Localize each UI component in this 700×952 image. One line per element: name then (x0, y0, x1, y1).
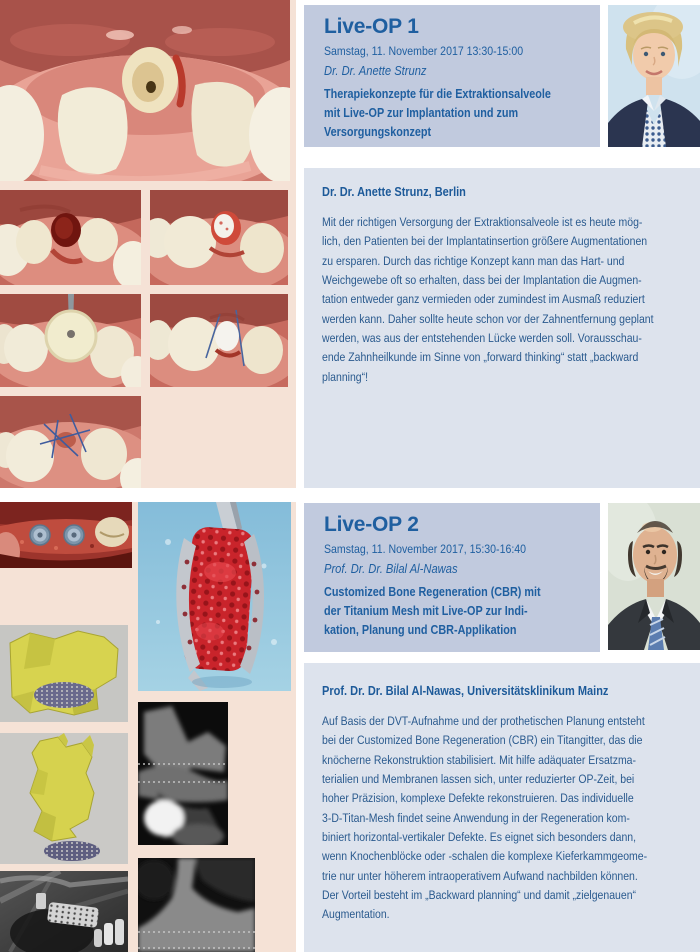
session-2-header-card (304, 503, 600, 652)
abstract-1-heading: Dr. Dr. Anette Strunz, Berlin (322, 184, 466, 199)
session-1-datetime: Samstag, 11. November 2017 13:30-15:00 (324, 44, 524, 58)
session-2-abstract-card (304, 663, 700, 952)
render-3d-jaw-model-mesh (0, 625, 128, 722)
clinical-photo-fractured-tooth (0, 0, 290, 181)
abstract-1-paragraph: Mit der richtigen Versorgung der Extraktionsalveole ist es heute mög- lich, den Patienten bei der Implantatinsertion größere Augmentationen zu ersparen. Durch das richtige Konzept kann man das Hart- und Weichgewebe oft so erhalten, dass bei der Implantation die Augmen- tation entweder ganz vermieden oder zumindest im Ausmaß reduziert werden kann. Daher sollte heute schon vor der Zahnentfernung geplant werden, was aus der entstehenden Lücke werden soll. Vorausschau- ende Zahnheilkunde im Sinne von „forward thinking“ statt „backward planning“! (322, 215, 654, 384)
session-1-title: Live-OP 1 (324, 15, 419, 38)
clinical-photo-membrane-disc (0, 294, 141, 387)
photo-titanium-mesh-graft (138, 502, 291, 691)
render-3d-jaw-model-mesh-2 (0, 733, 128, 864)
session-1-topic: Therapiekonzepte für die Extraktionsalveole mit Live-OP zur Implantation und zum Versorgungskonzept (324, 87, 551, 139)
clinical-photo-empty-socket (0, 190, 141, 285)
clinical-photo-sutured-site (0, 396, 141, 488)
session-2-topic: Customized Bone Regeneration (CBR) mit der Titanium Mesh mit Live-OP zur Indi- kation, Planung und CBR-Applikation (324, 585, 541, 637)
session-2-datetime: Samstag, 11. November 2017, 15:30-16:40 (324, 542, 527, 556)
ct-scan-slice-2 (138, 858, 255, 952)
ct-scan-slice-1 (138, 702, 228, 845)
clinical-photo-socket-graft (150, 190, 288, 285)
xray-panoramic-mesh (0, 871, 128, 952)
portrait-anette-strunz (608, 5, 700, 147)
clinical-photo-graft-sutured (150, 294, 288, 387)
abstract-2-paragraph: Auf Basis der DVT-Aufnahme und der prothetischen Planung entsteht bei der Customized Bone Regeneration (CBR) ein Titangitter, das die knöcherne Rekonstruktion stabilisiert. Mit hilfe adäquater Ersatzma- terialien und Membranen lassen sich, unter reduzierter OP-Zeit, bei hoher Präzision, komplexe Defekte rekonstruieren. Das individuelle 3-D-Titan-Mesh findet seine Anwendung in der Regeneration kom- biniert horizontal-vertikaler Defekte. Es eignet sich besonders dann, wenn Knochenblöcke oder -schalen die komplexe Kieferkammgeome- trie nur unter höherem intraoperativem Aufwand nachbilden können. Der Vorteil besteht im „Backward planning“ und damit „zielgenauen“ Augmentation. (322, 714, 648, 922)
session-1-abstract-card (304, 168, 700, 488)
session-2-title: Live-OP 2 (324, 513, 419, 536)
session-2-speaker: Prof. Dr. Dr. Bilal Al-Nawas (324, 561, 458, 576)
session-1-header-card (304, 5, 600, 147)
clinical-photo-implants (0, 502, 132, 568)
abstract-2-heading: Prof. Dr. Dr. Bilal Al-Nawas, Universitätsklinikum Mainz (322, 683, 609, 698)
portrait-bilal-al-nawas (608, 503, 700, 650)
session-1-speaker: Dr. Dr. Anette Strunz (324, 63, 427, 78)
